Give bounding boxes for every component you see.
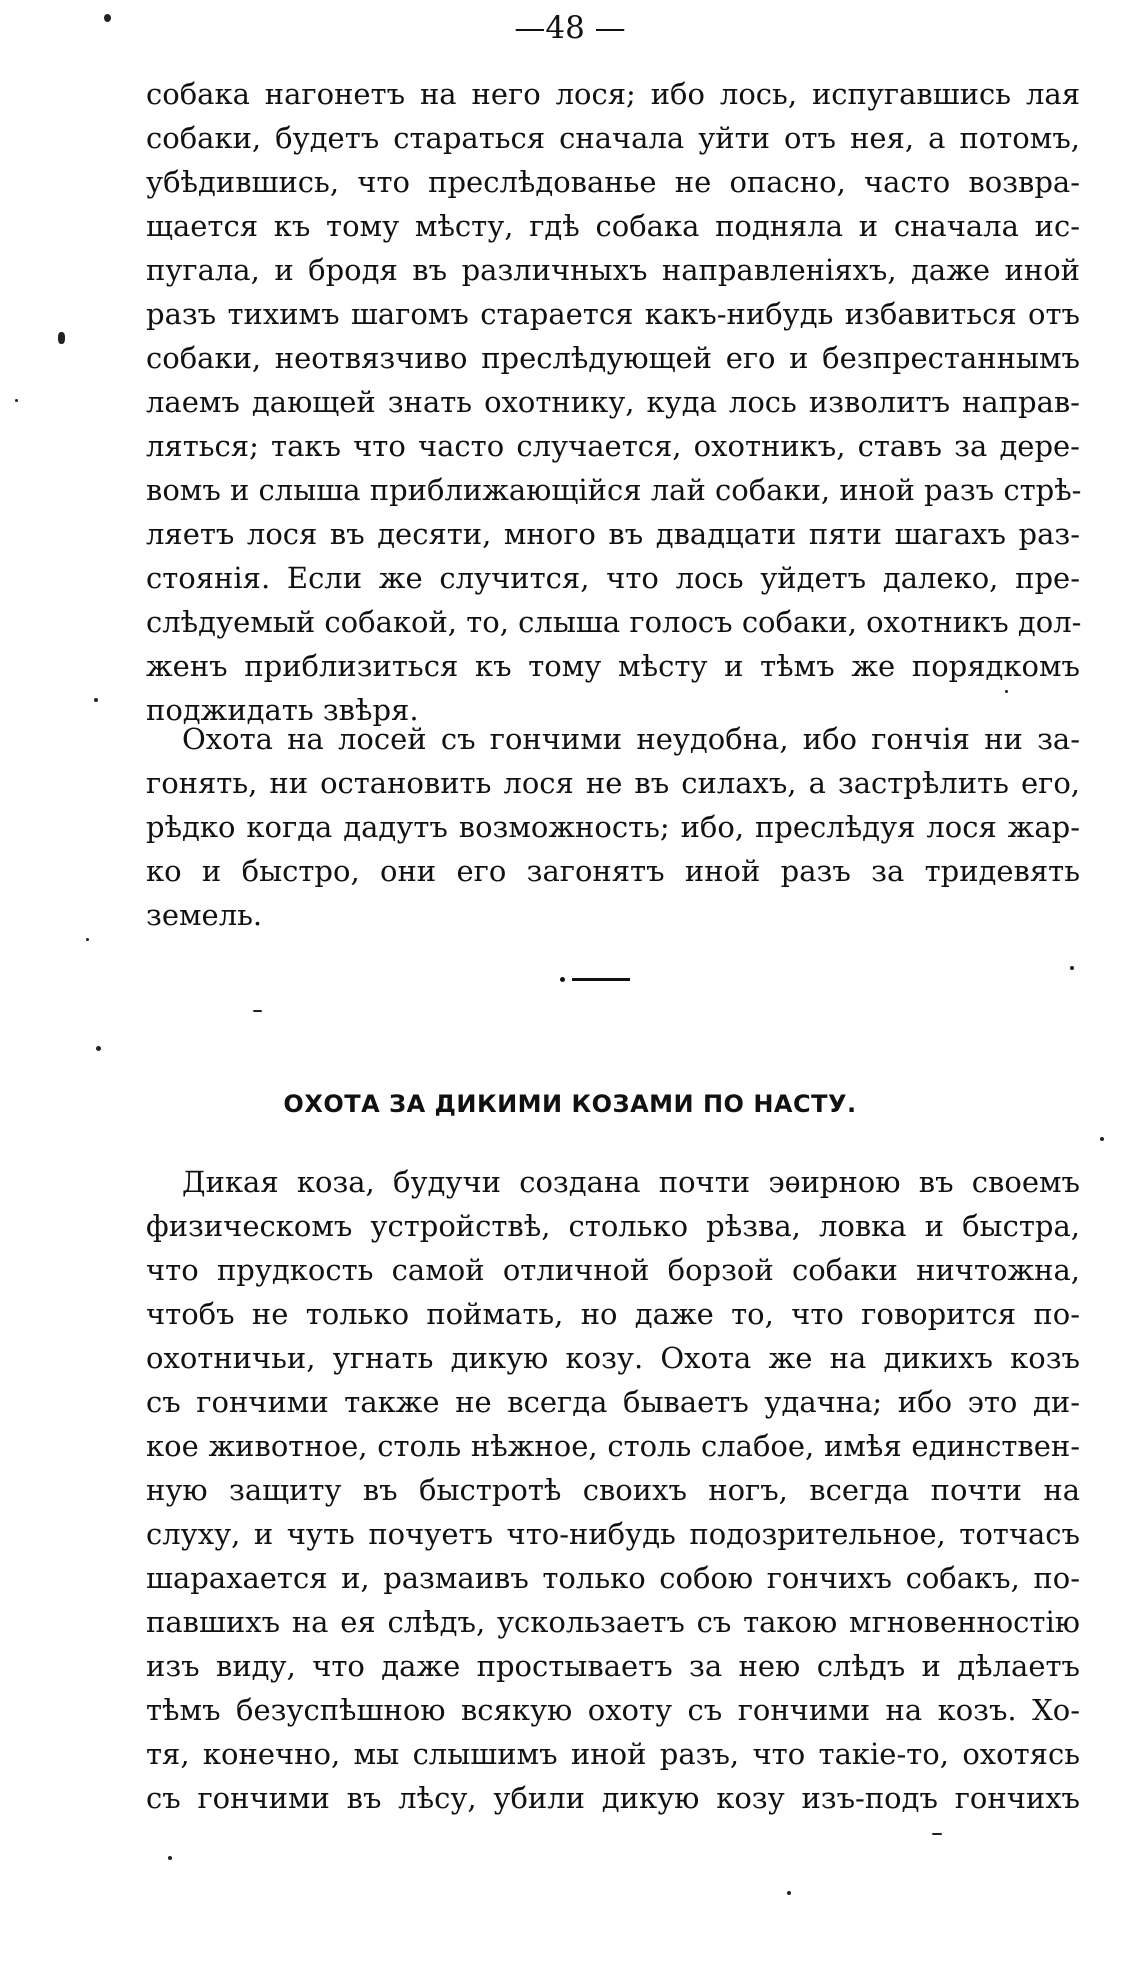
scan-speck bbox=[15, 399, 18, 402]
paragraph-moose-hounds bbox=[146, 717, 1080, 937]
text-line: чтобъ не только поймать, но даже то, что говорится по- bbox=[146, 1297, 1080, 1331]
scan-speck bbox=[96, 1046, 101, 1051]
paragraph-moose-dogs bbox=[146, 72, 1080, 732]
text-line: убѣдившись, что преслѣдованье не опасно, часто возвра- bbox=[146, 165, 1080, 199]
text-line: физическомъ устройствѣ, столько рѣзва, ловка и быстра, bbox=[146, 1209, 1080, 1243]
text-line: кое животное, столь нѣжное, столь слабое, имѣя единствен- bbox=[146, 1429, 1080, 1463]
text-line: собаки, будетъ стараться сначала уйти отъ нея, а потомъ, bbox=[146, 121, 1080, 155]
text-line: ную защиту въ быстротѣ своихъ ногъ, всегда почти на bbox=[146, 1473, 1080, 1507]
text-line: ко и быстро, они его загонятъ иной разъ за тридевять bbox=[146, 854, 1080, 888]
scan-speck bbox=[1070, 966, 1074, 970]
text-line: гонять, ни остановить лося не въ силахъ, а застрѣлить его, bbox=[146, 766, 1080, 800]
paragraph-wild-goats bbox=[146, 1160, 1080, 1820]
text-line: слѣдуемый собакой, то, слыша голосъ собаки, охотникъ дол- bbox=[146, 605, 1082, 639]
text-line: рѣдко когда дадутъ возможность; ибо, преслѣдуя лося жар- bbox=[146, 810, 1080, 844]
text-line: съ гончими также не всегда бываетъ удачна; ибо это ди- bbox=[146, 1385, 1080, 1419]
text-line: слуху, и чуть почуетъ что-нибудь подозрительное, тотчасъ bbox=[146, 1517, 1080, 1551]
text-line: съ гончими въ лѣсу, убили дикую козу изъ-подъ гончихъ bbox=[146, 1781, 1080, 1815]
text-line: Охота на лосей съ гончими неудобна, ибо гончія ни за- bbox=[182, 722, 1080, 756]
text-line: вомъ и слыша приближающійся лай собаки, иной разъ стрѣ- bbox=[146, 473, 1082, 507]
scan-speck bbox=[168, 1856, 172, 1860]
scan-speck bbox=[58, 332, 65, 344]
text-line: земель. bbox=[146, 898, 263, 932]
scan-speck bbox=[94, 698, 98, 702]
text-line: ляетъ лося въ десяти, много въ двадцати пяти шагахъ раз- bbox=[146, 517, 1080, 551]
text-line: стоянія. Если же случится, что лось уйдетъ далеко, пре- bbox=[146, 561, 1080, 595]
scan-speck bbox=[253, 1010, 262, 1012]
text-line: что прудкость самой отличной борзой собаки ничтожна, bbox=[146, 1253, 1080, 1287]
text-line: шарахается и, размаивъ только собою гончихъ собакъ, по- bbox=[146, 1561, 1080, 1595]
text-line: собака нагонетъ на него лося; ибо лось, испугавшись лая bbox=[146, 77, 1080, 111]
scan-speck bbox=[1005, 690, 1008, 693]
text-line: павшихъ на ея слѣдъ, ускользаетъ съ такою мгновенностію bbox=[146, 1605, 1080, 1639]
section-separator-dot bbox=[560, 977, 565, 982]
text-line: собаки, неотвязчиво преслѣдующей его и безпрестаннымъ bbox=[146, 341, 1080, 375]
text-line: лаемъ дающей знать охотнику, куда лось изволитъ направ- bbox=[146, 385, 1080, 419]
text-line: тѣмъ безуспѣшною всякую охоту съ гончими на козъ. Хо- bbox=[146, 1693, 1080, 1727]
text-line: тя, конечно, мы слышимъ иной разъ, что такіе-то, охотясь bbox=[146, 1737, 1080, 1771]
text-line: Дикая коза, будучи создана почти эѳирною въ своемъ bbox=[182, 1165, 1080, 1199]
text-line: изъ виду, что даже простываетъ за нею слѣдъ и дѣлаетъ bbox=[146, 1649, 1080, 1683]
scan-speck bbox=[1100, 1137, 1104, 1141]
scan-speck bbox=[932, 1833, 942, 1835]
text-line: разъ тихимъ шагомъ старается какъ-нибудь избавиться отъ bbox=[146, 297, 1080, 331]
scan-speck bbox=[86, 938, 89, 941]
page-number: —48 — bbox=[514, 10, 626, 46]
text-line: поджидать звѣря. bbox=[146, 693, 419, 727]
text-line: пугала, и бродя въ различныхъ направленіяхъ, даже иной bbox=[146, 253, 1080, 287]
scan-speck bbox=[104, 14, 111, 22]
text-line: щается къ тому мѣсту, гдѣ собака подняла и сначала ис- bbox=[146, 209, 1080, 243]
section-separator bbox=[572, 978, 630, 981]
scan-speck bbox=[787, 1891, 791, 1895]
text-line: охотничьи, угнать дикую козу. Охота же на дикихъ козъ bbox=[146, 1341, 1080, 1375]
text-line: ляться; такъ что часто случается, охотникъ, ставъ за дере- bbox=[146, 429, 1080, 463]
text-line: женъ приблизиться къ тому мѣсту и тѣмъ же порядкомъ bbox=[146, 649, 1080, 683]
section-title: ОХОТА ЗА ДИКИМИ КОЗАМИ ПО НАСТУ. bbox=[283, 1090, 857, 1118]
